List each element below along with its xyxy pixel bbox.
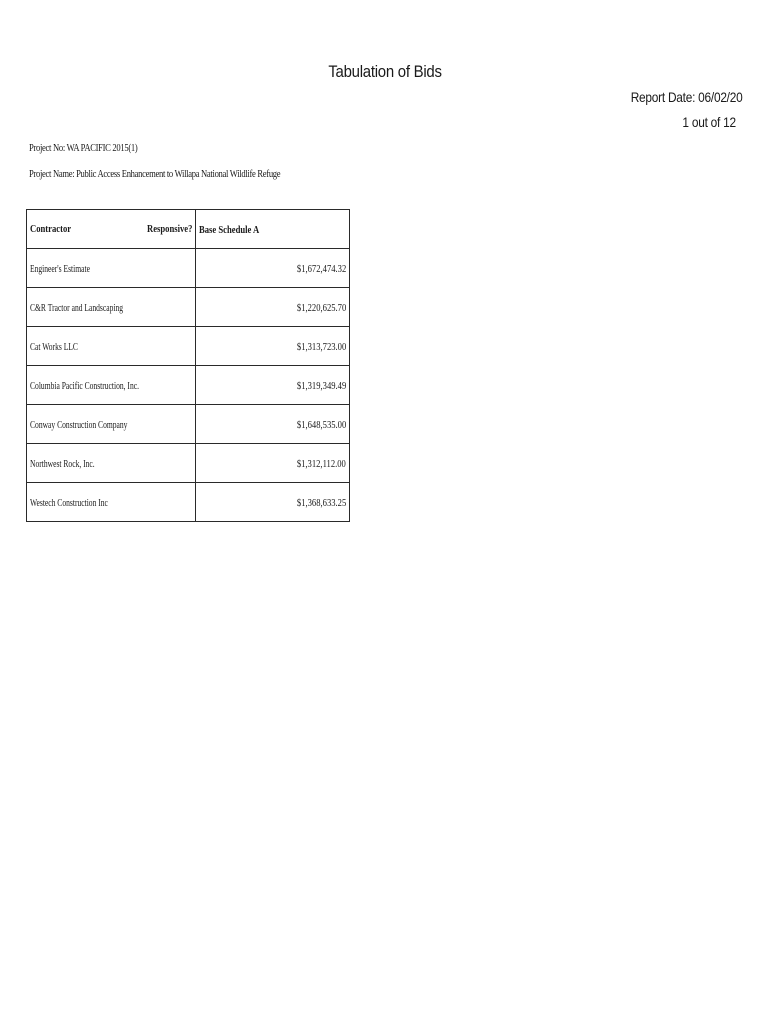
contractor-name: Columbia Pacific Construction, Inc.: [30, 381, 139, 392]
project-number: Project No: WA PACIFIC 2015(1): [29, 142, 138, 154]
contractor-name: Northwest Rock, Inc.: [30, 459, 95, 470]
bid-amount: $1,368,633.25: [296, 497, 346, 509]
bid-amount: $1,220,625.70: [296, 302, 346, 314]
bid-amount: $1,313,723.00: [296, 341, 346, 353]
responsive-column-header: Responsive?: [147, 223, 193, 235]
table-row: [27, 444, 350, 483]
table-row: [27, 288, 350, 327]
table-row: [27, 405, 350, 444]
bid-amount: $1,672,474.32: [296, 263, 346, 275]
table-row: [27, 366, 350, 405]
contractor-name: Conway Construction Company: [30, 420, 128, 431]
table-row: [27, 327, 350, 366]
base-schedule-column-header: Base Schedule A: [198, 225, 259, 236]
project-name: Project Name: Public Access Enhancement to Willapa National Wildlife Refuge: [29, 168, 281, 180]
report-title: Tabulation of Bids: [328, 62, 442, 81]
contractor-name: C&R Tractor and Landscaping: [30, 303, 124, 314]
base-schedule-header-cell: [195, 210, 349, 249]
table-row: [27, 483, 350, 522]
bid-table: [26, 209, 350, 522]
table-header-row: [27, 210, 350, 249]
contractor-column-header: Contractor: [30, 223, 72, 235]
contractor-header-cell: [27, 210, 196, 249]
report-date: Report Date: 06/02/20: [630, 89, 742, 105]
contractor-name: Westech Construction Inc: [30, 498, 108, 509]
bid-amount: $1,319,349.49: [296, 380, 346, 392]
table-row: [27, 249, 350, 288]
bid-amount: $1,312,112.00: [296, 458, 346, 470]
bid-amount: $1,648,535.00: [296, 419, 346, 431]
contractor-name: Cat Works LLC: [30, 342, 78, 353]
page-count: 1 out of 12: [682, 114, 736, 130]
contractor-name: Engineer's Estimate: [30, 264, 90, 275]
